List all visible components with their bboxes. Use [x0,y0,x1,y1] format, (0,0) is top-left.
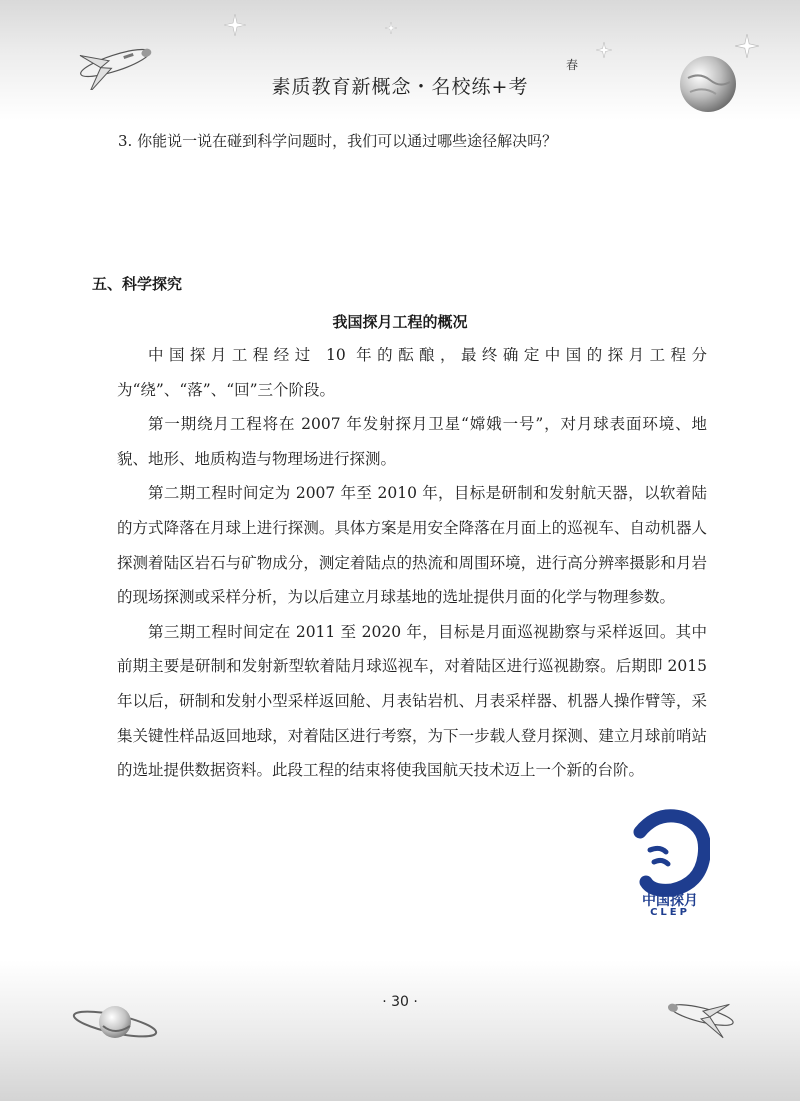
sparkle-icon [385,22,397,34]
question-text: 3. 你能说一说在碰到科学问题时，我们可以通过哪些途径解决吗？ [118,132,558,150]
season-tag: 春 [566,58,579,72]
article-title: 我国探月工程的概况 [332,313,468,331]
article-paragraph: 第二期工程时间定为 2007 年至 2010 年，目标是研制和发射航天器，以软着陆的方式降落在月球上进行探测。具体方案是用安全降落在月面上的巡视车、自动机器人探测着陆区岩石与矿物成分，测定着陆点的热流和周围环境，进行高分辨率摄影和月岩的现场探测或采样分析，为以后建立月球基地的选址提供月面的化学与物理参数。 [117,484,707,607]
article-body [117,338,707,788]
logo-name-cn: 中国探月 [642,893,698,909]
sparkle-icon [224,14,246,36]
sparkle-icon [596,42,612,58]
logo-name-en: CLEP [650,907,690,918]
section-heading: 五、科学探究 [92,275,183,293]
article-paragraph: 第三期工程时间定在 2011 至 2020 年，目标是月面巡视勘察与采样返回。其中前期主要是研制和发射新型软着陆月球巡视车，对着陆区进行巡视勘察。后期即 2015 年以后，研制和发射小型采样返回舱、月表钻岩机、月表采样器、机器人操作臂等，采集关键性样品返回地球，对着陆区进行考察，为下一步载人登月探测、建立月球前哨站的选址提供数据资料。此段工程的结束将使我国航天技术迈上一个新的台阶。 [117,622,707,780]
page-number: · 30 · [382,994,418,1010]
article-paragraph: 第一期绕月工程将在 2007 年发射探月卫星“嫦娥一号”，对月球表面环境、地貌、地形、地质构造与物理场进行探测。 [117,415,707,468]
series-title: 素质教育新概念・名校练+考 [271,76,529,98]
article-paragraph: 中国探月工程经过 10 年的酝酿，最终确定中国的探月工程分为“绕”、“落”、“回”三个阶段。 [117,346,707,399]
